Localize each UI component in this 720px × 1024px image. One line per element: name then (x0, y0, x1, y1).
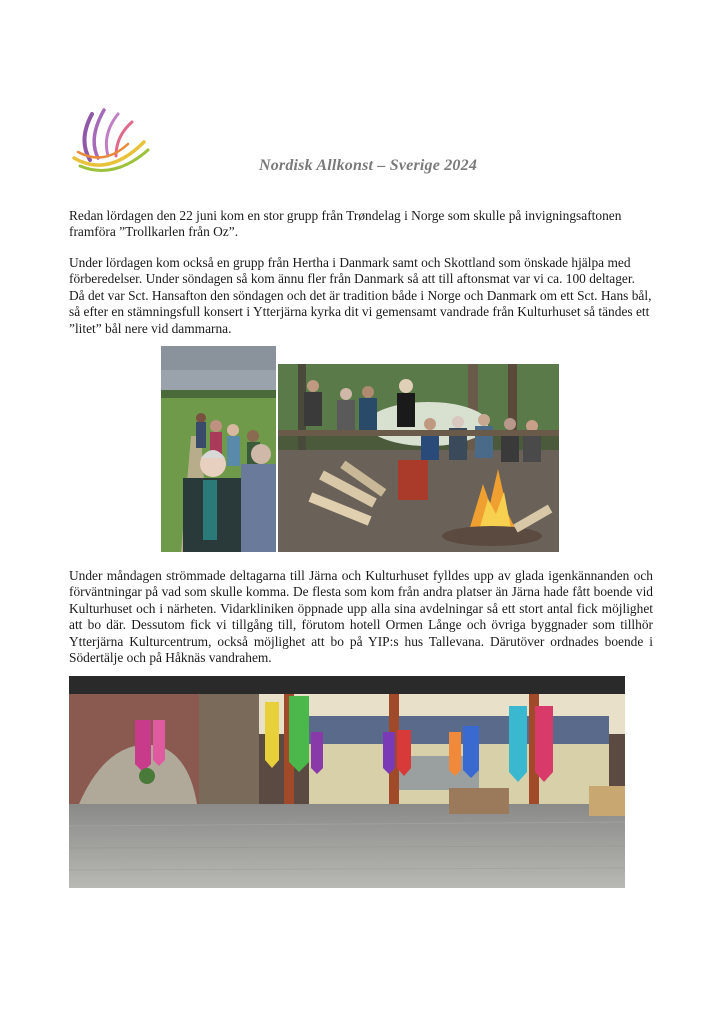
paragraph-1: Redan lördagen den 22 juni kom en stor grupp från Trøndelag i Norge som skulle på invigningsaftonen framföra ”Trollkarlen från Oz”. (69, 208, 622, 240)
page-title: Nordisk Allkonst – Sverige 2024 (258, 157, 478, 174)
paragraph-3: Under måndagen strömmade deltagarna till Järna och Kulturhuset fylldes upp av glada igenkännanden och förväntningar på vad som skulle komma. De flesta som kom från andra platser än Järna hade fått boende vid Kulturhuset och i närheten. Vidarkliniken öppnade upp alla sina avdelningar så ett stort antal fick möjlighet att bo där. Dessutom fick vi tillgång till, förutom hotell Ormen Långe och övriga byggnader som tillhör Ytterjärna Kulturcentrum, också möjlighet att bo på YIP:s hus Tallevana. Därutöver ordnades boende i Södertälje och på Håknäs vandrahem. (69, 568, 653, 666)
paragraph-2: Under lördagen kom också en grupp från Hertha i Danmark samt och Skottland som önskade hjälpa med förberedelser. Under söndagen så kom ännu fler från Danmark så att till aftonsmat var vi ca. 100 deltager. Då det var Sct. Hansafton den söndagen och det är tradition både i Norge och Danmark om ett Sct. Hans bål, så efter en stämningsfull konsert i Ytterjärna kyrka dit vi gemensamt vandrade från Kulturhuset så tändes ett ”litet” bål nere vid dammarna. (69, 255, 652, 336)
photo-campfire (278, 364, 559, 552)
photo-kulturhuset-hall (69, 676, 625, 888)
photo-group-walking (161, 346, 276, 552)
